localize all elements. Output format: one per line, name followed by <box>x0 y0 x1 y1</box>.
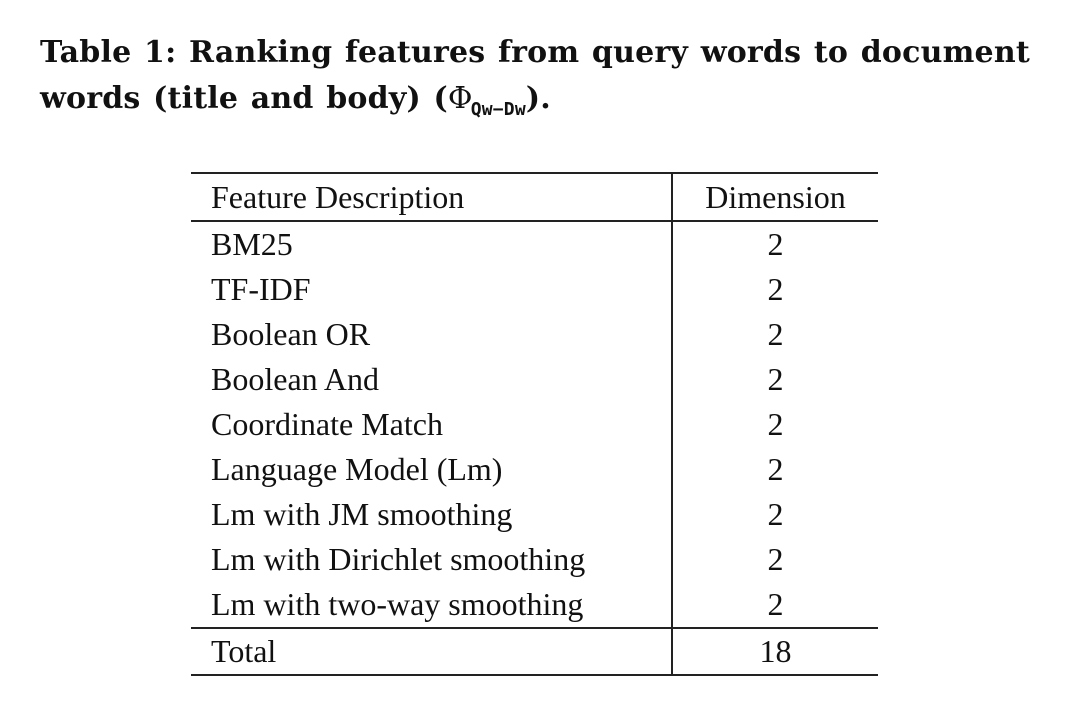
table-row <box>191 537 878 582</box>
total-label: Total <box>191 628 672 675</box>
feature-cell: BM25 <box>191 221 672 267</box>
total-row <box>191 628 878 675</box>
table-row <box>191 267 878 312</box>
dimension-cell: 2 <box>767 406 784 442</box>
feature-cell: Boolean And <box>191 357 672 402</box>
feature-cell: Lm with Dirichlet smoothing <box>191 537 672 582</box>
caption-text: Ranking features from query words to document words (title and body) ( <box>40 35 1030 116</box>
table-caption <box>40 30 1040 126</box>
features-table <box>191 172 878 676</box>
header-feature-description: Feature Description <box>191 173 672 221</box>
caption-label: Table 1: <box>40 35 177 70</box>
table-row <box>191 221 878 267</box>
header-dimension: Dimension <box>672 173 878 221</box>
dimension-cell: 2 <box>767 586 784 622</box>
feature-cell: Coordinate Match <box>191 402 672 447</box>
table-row <box>191 357 878 402</box>
dimension-cell: 2 <box>767 226 784 262</box>
dimension-cell: 2 <box>767 451 784 487</box>
table-row <box>191 447 878 492</box>
dimension-cell: 2 <box>767 541 784 577</box>
phi-subscript: Qw−Dw <box>470 99 526 120</box>
table-row <box>191 402 878 447</box>
caption-end: ). <box>525 81 551 116</box>
table-header-row <box>191 173 878 221</box>
feature-cell: Boolean OR <box>191 312 672 357</box>
phi-symbol: Φ <box>447 81 473 116</box>
table-row <box>191 492 878 537</box>
feature-cell: Lm with JM smoothing <box>191 492 672 537</box>
total-value: 18 <box>672 628 878 675</box>
dimension-cell: 2 <box>767 361 784 397</box>
dimension-cell: 2 <box>767 496 784 532</box>
table-row <box>191 582 878 628</box>
dimension-cell: 2 <box>767 316 784 352</box>
feature-cell: Language Model (Lm) <box>191 447 672 492</box>
table-row <box>191 312 878 357</box>
feature-cell: TF-IDF <box>191 267 672 312</box>
feature-cell: Lm with two-way smoothing <box>191 582 672 628</box>
dimension-cell: 2 <box>767 271 784 307</box>
